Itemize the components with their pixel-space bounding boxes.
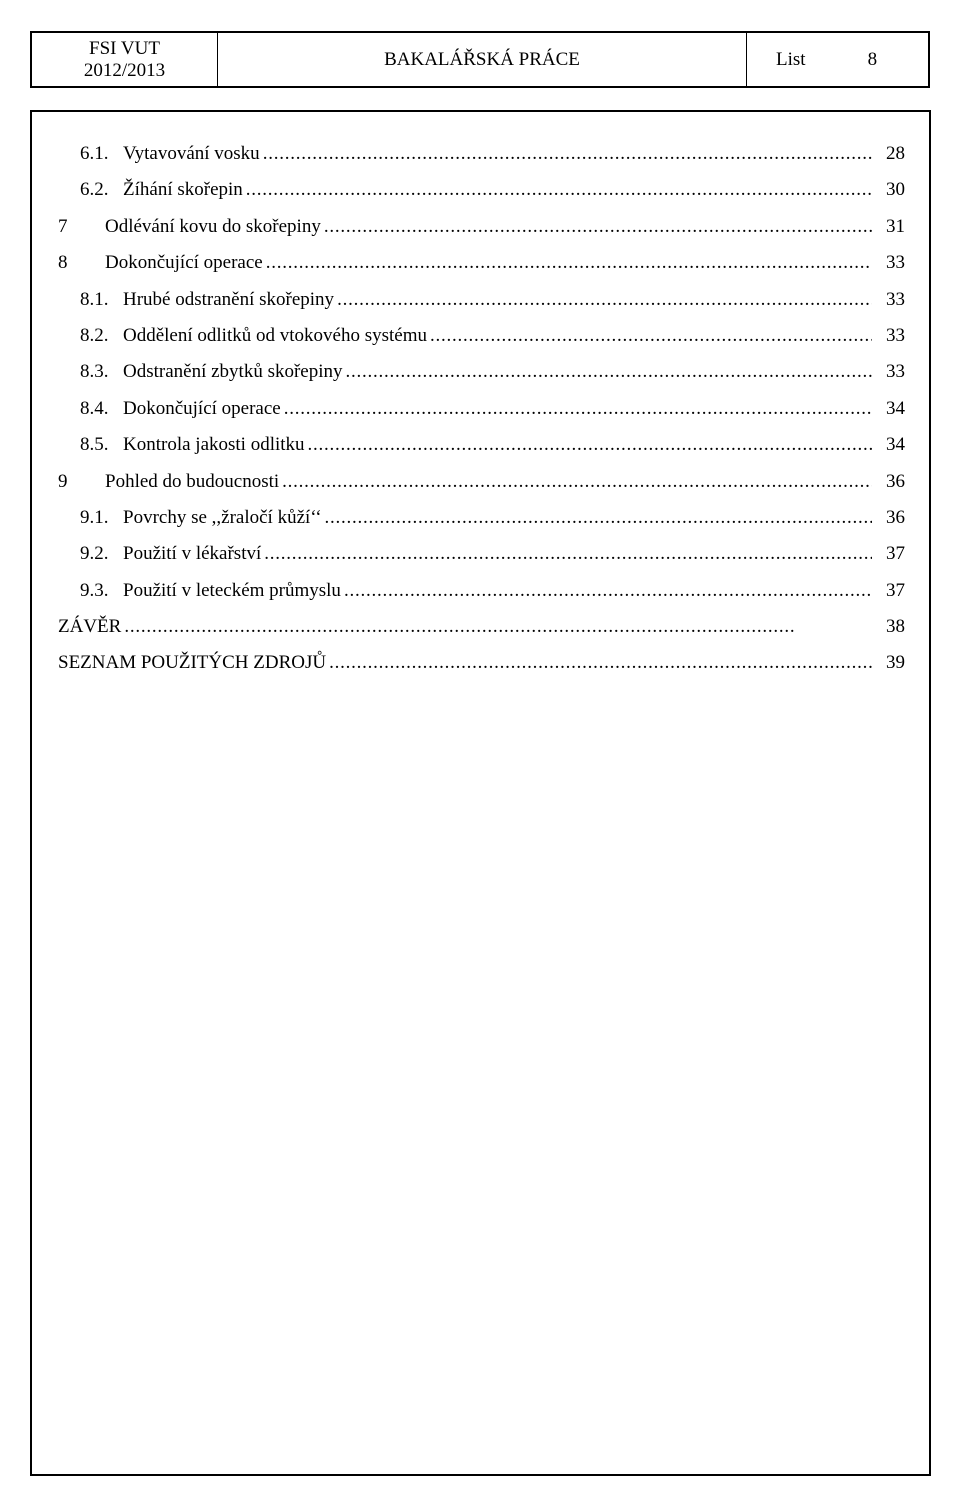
toc-entry-text [58, 209, 875, 245]
toc-dot-leader [124, 609, 872, 645]
toc-entry-title: Použití v lékařství [123, 543, 262, 565]
toc-entry-text [80, 282, 875, 318]
toc-entry-number: 9.1. [80, 506, 109, 528]
toc-dot-leader [325, 500, 872, 536]
toc-entry-page: 33 [886, 361, 905, 383]
toc-entry[interactable] [58, 354, 905, 390]
toc-entry[interactable] [58, 391, 905, 427]
toc-entry-title: Použití v leteckém průmyslu [123, 579, 341, 601]
toc-entry-page: 37 [886, 543, 905, 565]
toc-entry[interactable] [58, 500, 905, 536]
toc-entry-page: 31 [886, 215, 905, 237]
toc-dot-leader [266, 245, 872, 281]
toc-entry[interactable] [58, 172, 905, 208]
toc-entry-title: ZÁVĚR [58, 616, 122, 638]
header-doc-type-cell [218, 33, 747, 86]
toc-entry-page: 33 [886, 252, 905, 274]
toc-entry-title: Kontrola jakosti odlitku [123, 434, 305, 456]
toc-entry-number: 6.1. [80, 143, 109, 164]
toc-entry-number: 8.1. [80, 288, 109, 310]
toc-entry-number: 9.2. [80, 543, 109, 565]
toc-entry-number: 8 [58, 252, 68, 274]
table-of-contents [58, 136, 905, 682]
toc-entry-text [58, 464, 875, 500]
toc-entry-title: Pohled do budoucnosti [105, 470, 280, 492]
toc-entry[interactable] [58, 318, 905, 354]
toc-entry[interactable] [58, 464, 905, 500]
toc-dot-leader [344, 573, 872, 609]
toc-entry-text [58, 645, 875, 681]
toc-entry[interactable] [58, 427, 905, 463]
toc-entry-title: Dokončující operace [105, 252, 263, 274]
toc-entry-title: Odlévání kovu do skořepiny [105, 215, 321, 237]
toc-dot-leader [284, 391, 872, 427]
toc-entry-page: 37 [886, 579, 905, 601]
toc-entry[interactable] [58, 645, 905, 681]
toc-entry-title: SEZNAM POUŽITÝCH ZDROJŮ [58, 652, 327, 674]
header-doc-type: BAKALÁŘSKÁ PRÁCE [384, 48, 580, 70]
toc-entry[interactable] [58, 282, 905, 318]
toc-entry-title: Vytavování vosku [123, 143, 260, 164]
toc-entry-text [80, 354, 875, 390]
toc-dot-leader [246, 172, 872, 208]
toc-entry[interactable] [58, 609, 905, 645]
toc-entry-text [80, 536, 875, 572]
toc-entry-text [80, 500, 875, 536]
toc-entry-title: Dokončující operace [123, 397, 281, 419]
toc-entry-page: 38 [886, 616, 905, 638]
toc-entry-page: 36 [886, 506, 905, 528]
toc-entry-title: Oddělení odlitků od vtokového systému [123, 324, 427, 346]
toc-entry-number: 8.4. [80, 397, 109, 419]
toc-entry[interactable] [58, 209, 905, 245]
toc-entry-page: 34 [886, 397, 905, 419]
toc-entry-number: 8.5. [80, 434, 109, 456]
header-year: 2012/2013 [83, 59, 166, 81]
page-header [30, 31, 930, 88]
header-list-label: List [776, 48, 806, 70]
toc-entry-page: 28 [886, 143, 905, 164]
toc-entry-page: 33 [886, 288, 905, 310]
header-list-cell [747, 33, 928, 86]
toc-entry-number: 9.3. [80, 579, 109, 601]
toc-dot-leader [264, 536, 872, 572]
toc-entry-title: Hrubé odstranění skořepiny [123, 288, 335, 310]
toc-entry-title: Odstranění zbytků skořepiny [123, 361, 343, 383]
toc-entry-number: 7 [58, 215, 68, 237]
toc-entry-page: 30 [886, 179, 905, 201]
toc-entry-number: 8.2. [80, 324, 109, 346]
toc-dot-leader [324, 209, 872, 245]
toc-entry-text [58, 245, 875, 281]
toc-entry[interactable] [58, 136, 905, 172]
toc-entry-page: 36 [886, 470, 905, 492]
toc-entry[interactable] [58, 245, 905, 281]
toc-entry-text [80, 391, 875, 427]
toc-entry-number: 9 [58, 470, 68, 492]
toc-entry-title: Povrchy se ,,žraločí kůží‘‘ [123, 506, 322, 528]
toc-dot-leader [263, 136, 872, 172]
toc-dot-leader [308, 427, 872, 463]
toc-dot-leader [430, 318, 872, 354]
header-list-number: 8 [867, 48, 878, 70]
toc-entry-text [80, 318, 875, 354]
toc-entry-text [80, 172, 875, 208]
toc-entry-text [80, 136, 875, 172]
toc-entry-page: 34 [886, 434, 905, 456]
toc-entry-page: 33 [886, 324, 905, 346]
toc-dot-leader [337, 282, 872, 318]
toc-entry-text [80, 573, 875, 609]
toc-entry-text [58, 609, 875, 645]
toc-dot-leader [346, 354, 872, 390]
header-institution-cell [32, 33, 218, 86]
toc-entry-number: 8.3. [80, 361, 109, 383]
header-institution: FSI VUT [89, 37, 160, 59]
toc-dot-leader [282, 464, 872, 500]
toc-entry-number: 6.2. [80, 179, 109, 201]
toc-entry-page: 39 [886, 652, 905, 674]
toc-entry-title: Žíhání skořepin [123, 179, 243, 201]
toc-dot-leader [329, 645, 872, 681]
toc-entry-text [80, 427, 875, 463]
toc-entry[interactable] [58, 573, 905, 609]
toc-entry[interactable] [58, 536, 905, 572]
